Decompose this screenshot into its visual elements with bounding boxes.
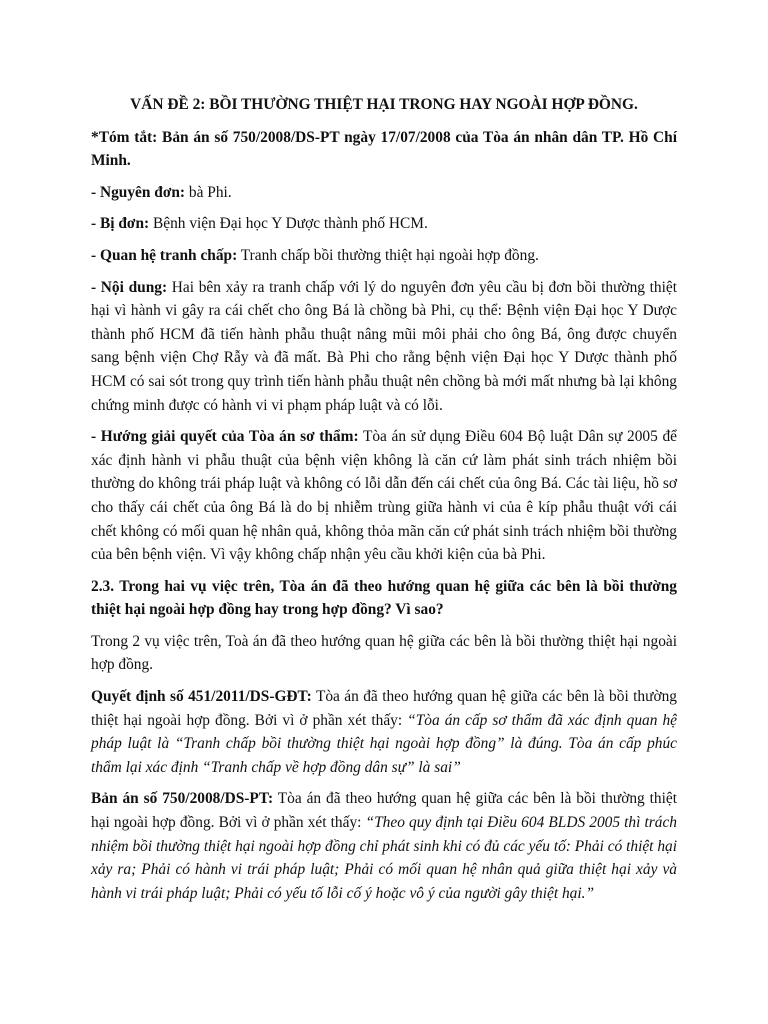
decision-451-value: Tòa án đã theo hướng quan hệ giữa các bên là bồi thường thiệt hại ngoài hợp đồng. Bởi vì ở phần xét thấy: bbox=[91, 688, 677, 729]
judgment-750-paragraph bbox=[91, 787, 677, 905]
dispute-paragraph bbox=[91, 244, 677, 268]
plaintiff-value: bà Phi. bbox=[185, 183, 232, 201]
plaintiff-paragraph bbox=[91, 181, 677, 205]
dispute-value: Tranh chấp bồi thường thiệt hại ngoài hợp đồng. bbox=[237, 246, 539, 264]
defendant-value: Bệnh viện Đại học Y Dược thành phố HCM. bbox=[149, 215, 428, 233]
judgment-750-label: Bản án số 750/2008/DS-PT: bbox=[91, 790, 274, 808]
plaintiff-label: - Nguyên đơn: bbox=[91, 183, 186, 201]
decision-451-quote: “Tòa án cấp sơ thẩm đã xác định quan hệ pháp luật là “Tranh chấp bồi thường thiệt hại ngoài hợp đồng” là đúng. Tòa án cấp phúc thẩm lại xác định “Tranh chấp về hợp đồng dân sự” là sai” bbox=[91, 711, 677, 776]
first-instance-paragraph bbox=[91, 425, 677, 567]
dispute-label: - Quan hệ tranh chấp: bbox=[91, 246, 238, 264]
document-title: VẤN ĐỀ 2: BỒI THƯỜNG THIỆT HẠI TRONG HAY NGOÀI HỢP ĐỒNG. bbox=[130, 96, 638, 113]
judgment-750-value: Tòa án đã theo hướng quan hệ giữa các bên là bồi thường thiệt hại ngoài hợp đồng. Bởi vì ở phần xét thấy: bbox=[91, 790, 677, 832]
defendant-label: - Bị đơn: bbox=[91, 215, 150, 233]
decision-451-label: Quyết định số 451/2011/DS-GĐT: bbox=[91, 688, 312, 706]
first-instance-value: Tòa án sử dụng Điều 604 Bộ luật Dân sự 2005 để xác định hành vi phẫu thuật của bệnh viện không là căn cứ làm phát sinh trách nhiệm bồi thường do không trái pháp luật và không có lỗi dẫn đến cái chết của ông Bá. Các tài liệu, hồ sơ cho thấy cái chết của ông Bá là do bị nhiễm trùng giữa hành vi của ê kíp phẫu thuật với cái chết không có mối quan hệ nhân quả, không thỏa mãn căn cứ phát sinh trách nhiệm bồi thường của bên bệnh viện. Vì vậy không chấp nhận yêu cầu khởi kiện của bà Phi. bbox=[91, 428, 677, 564]
decision-451-paragraph bbox=[91, 685, 677, 779]
first-instance-label: - Hướng giải quyết của Tòa án sơ thẩm: bbox=[91, 428, 359, 446]
content-value: Hai bên xảy ra tranh chấp với lý do nguyên đơn yêu cầu bị đơn bồi thường thiệt hại vì hành vi gây ra cái chết cho ông Bá là chồng bà Phi, cụ thể: Bệnh viện Đại học Y Dược thành phố HCM đã tiến hành phẫu thuật nâng mũi môi phải cho ông Bá, ông được chuyển sang bệnh viện Chợ Rẫy và đã mất. Bà Phi cho rằng bệnh viện Đại học Y Dược thành phố HCM có sai sót trong quy trình tiến hành phẫu thuật nên chồng bà mới mất nhưng bà lại không chứng minh được có hành vi vi phạm pháp luật và có lỗi. bbox=[91, 278, 678, 414]
summary-paragraph: *Tóm tắt: Bản án số 750/2008/DS-PT ngày 17/07/2008 của Tòa án nhân dân TP. Hồ Chí Minh. bbox=[91, 128, 677, 170]
answer-intro-paragraph: Trong 2 vụ việc trên, Toà án đã theo hướng quan hệ giữa các bên là bồi thường thiệt hại ngoài hợp đồng. bbox=[91, 632, 677, 674]
defendant-paragraph bbox=[91, 212, 677, 236]
content-label: - Nội dung: bbox=[91, 278, 168, 296]
question-heading: 2.3. Trong hai vụ việc trên, Tòa án đã theo hướng quan hệ giữa các bên là bồi thường thiệt hại ngoài hợp đồng hay trong hợp đồng? Vì sao? bbox=[91, 577, 677, 619]
judgment-750-quote: “Theo quy định tại Điều 604 BLDS 2005 thì trách nhiệm bồi thường thiệt hại ngoài hợp đồng chỉ phát sinh khi có đủ các yếu tố: Phải có thiệt hại xảy ra; Phải có hành vi trái pháp luật; Phải có mối quan hệ nhân quả giữa thiệt hại xảy và hành vi trái pháp luật; Phải có yếu tố lỗi cố ý hoặc vô ý của người gây thiệt hại.” bbox=[91, 814, 677, 902]
content-paragraph bbox=[91, 276, 677, 418]
